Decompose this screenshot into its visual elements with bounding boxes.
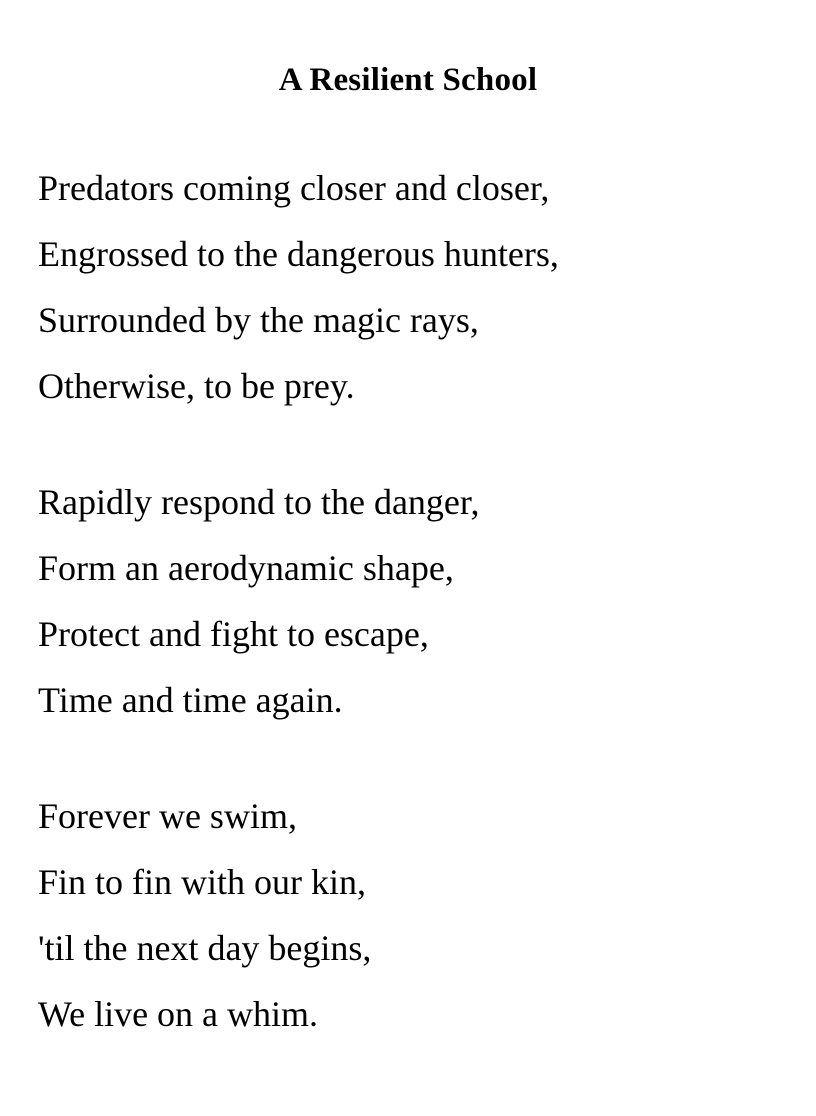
- poem-line: Rapidly respond to the danger,: [38, 482, 480, 522]
- poem-line: We live on a whim.: [38, 994, 319, 1034]
- poem-body: [0, 99, 816, 1047]
- poem-line: Surrounded by the magic rays,: [38, 300, 479, 340]
- stanza: [38, 783, 816, 1047]
- poem-line: 'til the next day begins,: [38, 928, 372, 968]
- page-title: A Resilient School: [278, 62, 538, 98]
- poem-line: Forever we swim,: [38, 796, 297, 836]
- poem-line: Predators coming closer and closer,: [38, 168, 550, 208]
- poem-line: Time and time again.: [38, 680, 343, 720]
- poem-line: Form an aerodynamic shape,: [38, 548, 454, 588]
- poem-line: Protect and fight to escape,: [38, 614, 429, 654]
- poem-line: Fin to fin with our kin,: [38, 862, 367, 902]
- poem-line: Engrossed to the dangerous hunters,: [38, 234, 559, 274]
- stanza: [38, 155, 816, 419]
- poem-line: Otherwise, to be prey.: [38, 366, 355, 406]
- stanza: [38, 469, 816, 733]
